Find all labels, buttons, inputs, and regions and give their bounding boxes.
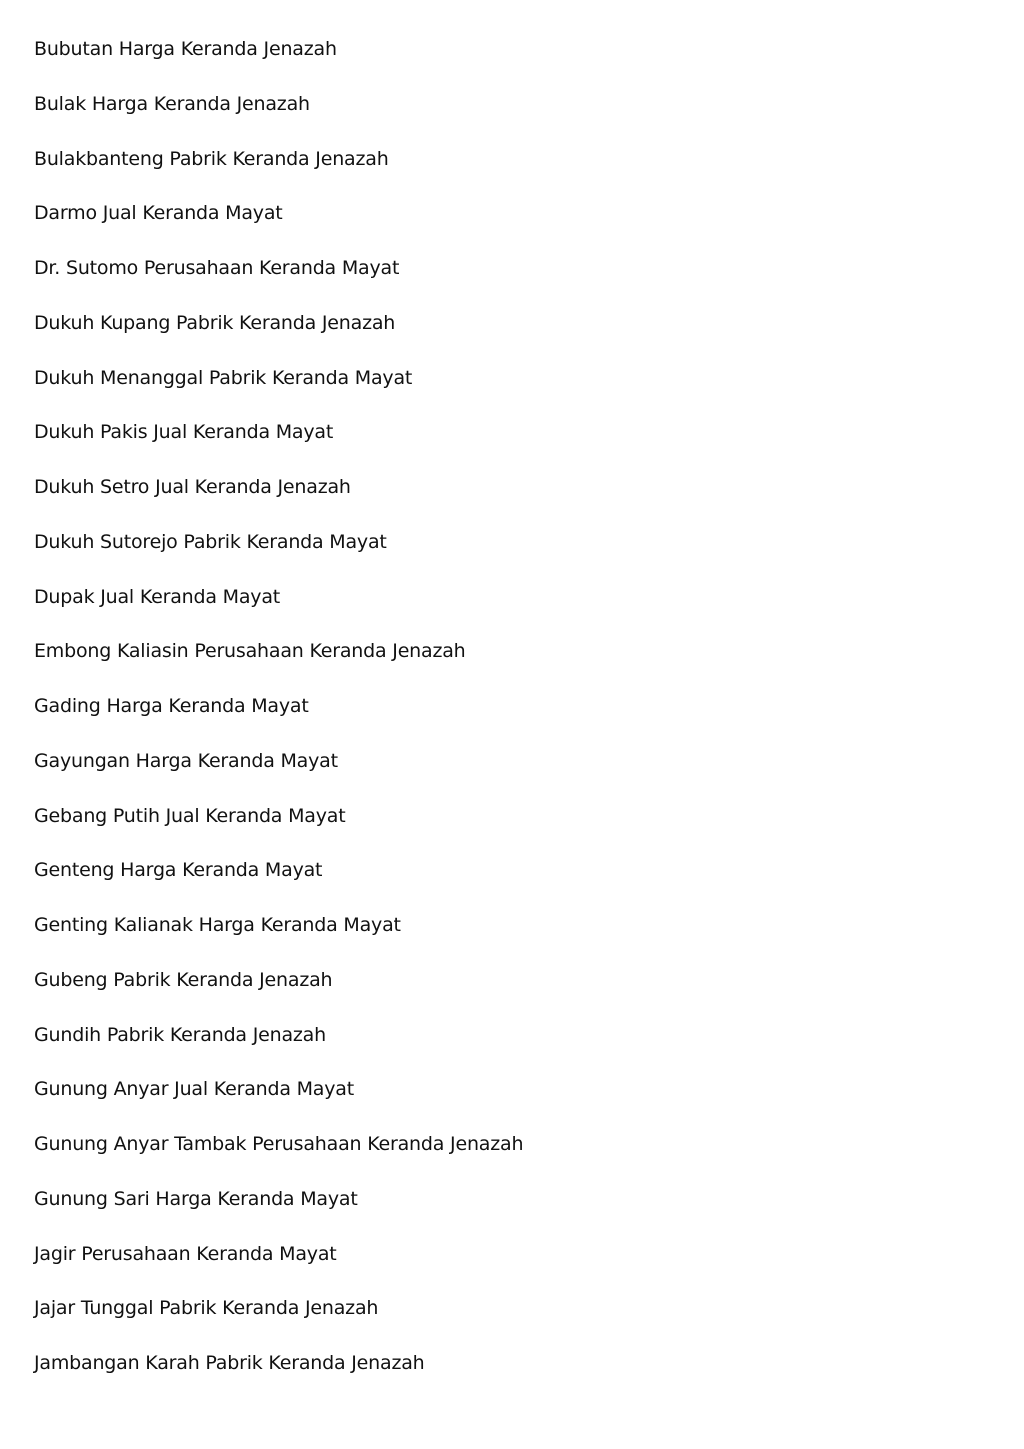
list-item: Gunung Sari Harga Keranda Mayat [34,1187,358,1210]
list-item: Gebang Putih Jual Keranda Mayat [34,804,346,827]
list-item: Gading Harga Keranda Mayat [34,695,309,717]
list-item: Jagir Perusahaan Keranda Mayat [34,1242,337,1265]
list-item: Dupak Jual Keranda Mayat [34,585,281,608]
list-item: Jambangan Karah Pabrik Keranda Jenazah [34,1352,425,1374]
location-list [34,36,523,1405]
list-item: Darmo Jual Keranda Mayat [34,202,283,225]
list-item: Gubeng Pabrik Keranda Jenazah [34,968,333,991]
list-item: Gunung Anyar Tambak Perusahaan Keranda Jenazah [34,1133,524,1155]
list-item: Bubutan Harga Keranda Jenazah [34,38,337,60]
list-item: Genteng Harga Keranda Mayat [34,859,323,882]
list-item: Gunung Anyar Jual Keranda Mayat [34,1078,354,1101]
list-item: Jajar Tunggal Pabrik Keranda Jenazah [34,1297,379,1320]
list-item: Dukuh Sutorejo Pabrik Keranda Mayat [34,530,387,553]
list-item: Bulakbanteng Pabrik Keranda Jenazah [34,147,389,170]
list-item: Dukuh Kupang Pabrik Keranda Jenazah [34,311,396,334]
list-item: Genting Kalianak Harga Keranda Mayat [34,914,401,936]
list-item: Gayungan Harga Keranda Mayat [34,749,338,772]
list-item: Embong Kaliasin Perusahaan Keranda Jenazah [34,640,466,663]
list-item: Bulak Harga Keranda Jenazah [34,92,310,115]
list-item: Dukuh Pakis Jual Keranda Mayat [34,421,334,444]
list-item: Dukuh Setro Jual Keranda Jenazah [34,476,351,498]
list-item: Gundih Pabrik Keranda Jenazah [34,1023,326,1046]
list-item: Dukuh Menanggal Pabrik Keranda Mayat [34,366,413,389]
list-item: Dr. Sutomo Perusahaan Keranda Mayat [34,257,400,279]
